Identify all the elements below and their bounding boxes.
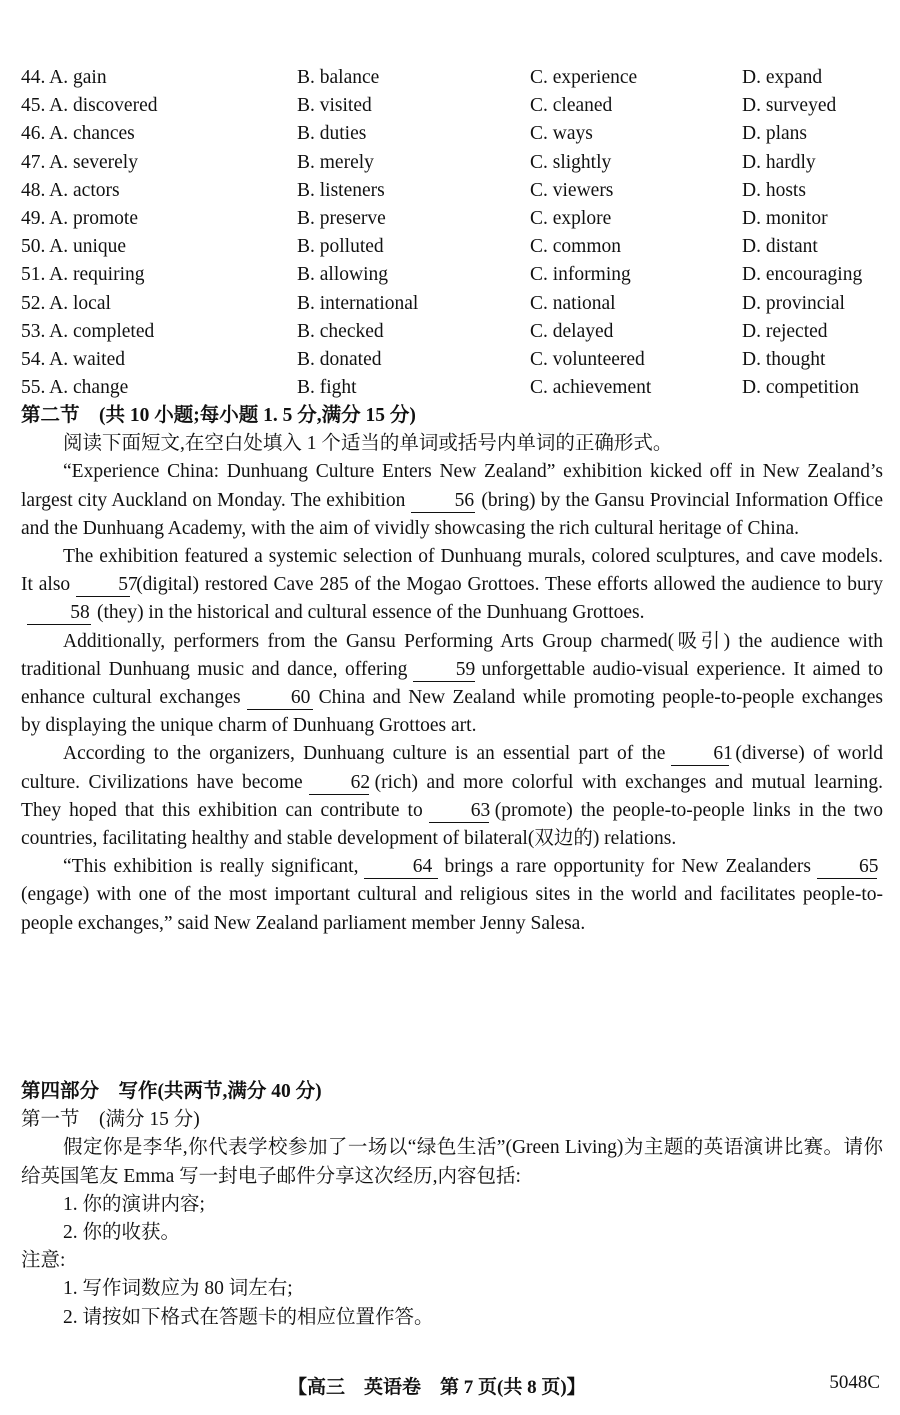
option-row bbox=[21, 261, 891, 289]
note-label: 注意: bbox=[21, 1250, 66, 1272]
option-row bbox=[21, 64, 891, 92]
section2 bbox=[21, 402, 883, 938]
option-b: B. checked bbox=[297, 320, 384, 342]
option-c: C. viewers bbox=[530, 179, 614, 201]
option-row bbox=[21, 92, 891, 120]
paragraph-3: Additionally, performers from the Gansu Performing Arts Group charmed(吸引) the audience with traditional Dunhuang music and dance, offering 59 unforgettable audio-visual experience. It aimed to enhance cultural exchanges 60 China and New Zealand while promoting people-to-people exchanges by displaying the unique charm of Dunhuang Grottoes art. bbox=[21, 630, 883, 737]
note-item-2: 2. 请按如下格式在答题卡的相应位置作答。 bbox=[63, 1306, 434, 1328]
blank-63: 63 bbox=[429, 800, 489, 823]
option-a: 52. A. local bbox=[21, 292, 111, 314]
option-row bbox=[21, 120, 891, 148]
option-d: D. surveyed bbox=[742, 95, 837, 117]
option-b: B. listeners bbox=[297, 179, 385, 201]
option-row bbox=[21, 346, 891, 374]
option-a: 54. A. waited bbox=[21, 348, 125, 370]
option-a: 55. A. change bbox=[21, 377, 129, 399]
option-c: C. achievement bbox=[530, 377, 652, 399]
option-d: D. hosts bbox=[742, 179, 806, 201]
option-a: 48. A. actors bbox=[21, 179, 120, 201]
blank-64: 64 bbox=[364, 856, 438, 879]
option-d: D. monitor bbox=[742, 207, 828, 229]
option-a: 51. A. requiring bbox=[21, 264, 145, 286]
option-c: C. volunteered bbox=[530, 348, 645, 370]
option-row bbox=[21, 149, 891, 177]
blank-58: 58 bbox=[27, 602, 91, 625]
part4-heading: 第四部分 写作(共两节,满分 40 分) bbox=[21, 1081, 322, 1102]
option-d: D. encouraging bbox=[742, 264, 863, 286]
option-d: D. plans bbox=[742, 123, 807, 145]
option-a: 53. A. completed bbox=[21, 320, 155, 342]
paragraph-5: “This exhibition is really significant, 64 brings a rare opportunity for New Zealanders 65(engage) with one of the most important cultural and religious sites in the world and facilitates people-to-people exchanges,” said New Zealand parliament member Jenny Salesa. bbox=[21, 856, 883, 934]
option-d: D. expand bbox=[742, 67, 823, 88]
option-b: B. visited bbox=[297, 95, 372, 117]
part4-subheading: 第一节 (满分 15 分) bbox=[21, 1109, 200, 1131]
option-a: 50. A. unique bbox=[21, 236, 127, 258]
option-c: C. slightly bbox=[530, 151, 612, 173]
writing-prompt: 假定你是李华,你代表学校参加了一场以“绿色生活”(Green Living)为主题的英语演讲比赛。请你给英国笔友 Emma 写一封电子邮件分享这次经历,内容包括: bbox=[21, 1137, 883, 1187]
option-row bbox=[21, 233, 891, 261]
paragraph-2: The exhibition featured a systemic selection of Dunhuang murals, colored sculptures, and cave models. It also 57(digital) restored Cave 285 of the Mogao Grottoes. These efforts allowed the audience to bury58 (they) in the historical and cultural essence of the Dunhuang Grottoes. bbox=[21, 546, 883, 624]
blank-61: 61 bbox=[671, 743, 729, 766]
option-a: 47. A. severely bbox=[21, 151, 138, 173]
option-d: D. distant bbox=[742, 236, 818, 258]
paragraph-1: “Experience China: Dunhuang Culture Enters New Zealand” exhibition kicked off in New Zealand’s largest city Auckland on Monday. The exhibition 56 (bring) by the Gansu Provincial Information Office and the Dunhuang Academy, with the aim of vividly showcasing the rich cultural heritage of China. bbox=[21, 461, 883, 539]
option-c: C. informing bbox=[530, 264, 631, 286]
option-c: C. delayed bbox=[530, 320, 614, 342]
option-row bbox=[21, 290, 891, 318]
option-row bbox=[21, 205, 891, 233]
option-a: 46. A. chances bbox=[21, 123, 135, 145]
option-a: 45. A. discovered bbox=[21, 95, 158, 117]
footer-code: 5048C bbox=[829, 1372, 880, 1393]
option-row bbox=[21, 318, 891, 346]
blank-60: 60 bbox=[247, 687, 313, 710]
option-c: C. experience bbox=[530, 67, 638, 88]
option-d: D. hardly bbox=[742, 151, 816, 173]
option-b: B. duties bbox=[297, 123, 367, 145]
part4-writing bbox=[21, 1078, 883, 1332]
blank-62: 62 bbox=[309, 772, 369, 795]
option-d: D. thought bbox=[742, 348, 826, 370]
option-b: B. allowing bbox=[297, 264, 388, 286]
option-b: B. merely bbox=[297, 151, 374, 173]
option-c: C. explore bbox=[530, 207, 612, 229]
option-c: C. ways bbox=[530, 123, 593, 145]
blank-59: 59 bbox=[413, 659, 475, 682]
note-item-1: 1. 写作词数应为 80 词左右; bbox=[63, 1278, 293, 1300]
option-b: B. preserve bbox=[297, 207, 386, 229]
footer-page-info: 【高三 英语卷 第 7 页(共 8 页)】 bbox=[288, 1377, 586, 1398]
prompt-item-2: 2. 你的收获。 bbox=[63, 1222, 181, 1244]
option-d: D. rejected bbox=[742, 320, 828, 342]
option-b: B. balance bbox=[297, 67, 380, 88]
section2-heading: 第二节 (共 10 小题;每小题 1. 5 分,满分 15 分) bbox=[21, 405, 416, 426]
blank-65: 65 bbox=[817, 856, 877, 879]
options-table bbox=[21, 64, 891, 402]
option-a: 44. A. gain bbox=[21, 67, 107, 88]
option-d: D. provincial bbox=[742, 292, 845, 314]
option-a: 49. A. promote bbox=[21, 207, 138, 229]
option-b: B. fight bbox=[297, 377, 357, 399]
option-c: C. cleaned bbox=[530, 95, 613, 117]
blank-57: 57 bbox=[76, 574, 130, 597]
option-row bbox=[21, 177, 891, 205]
prompt-item-1: 1. 你的演讲内容; bbox=[63, 1193, 205, 1215]
section2-instruction: 阅读下面短文,在空白处填入 1 个适当的单词或括号内单词的正确形式。 bbox=[63, 433, 673, 455]
paragraph-4: According to the organizers, Dunhuang culture is an essential part of the 61 (diverse) of world culture. Civilizations have become 62 (rich) and more colorful with exchanges and mutual learning. They hoped that this exhibition can contribute to 63 (promote) the people-to-people links in the two countries, facilitating healthy and stable development of bilateral(双边的) relations. bbox=[21, 743, 883, 850]
option-c: C. common bbox=[530, 236, 621, 258]
option-b: B. polluted bbox=[297, 236, 384, 258]
option-b: B. international bbox=[297, 292, 419, 314]
option-c: C. national bbox=[530, 292, 616, 314]
option-row bbox=[21, 374, 891, 402]
option-d: D. competition bbox=[742, 377, 859, 399]
page-footer bbox=[0, 1372, 900, 1400]
option-b: B. donated bbox=[297, 348, 382, 370]
blank-56: 56 bbox=[411, 490, 475, 513]
